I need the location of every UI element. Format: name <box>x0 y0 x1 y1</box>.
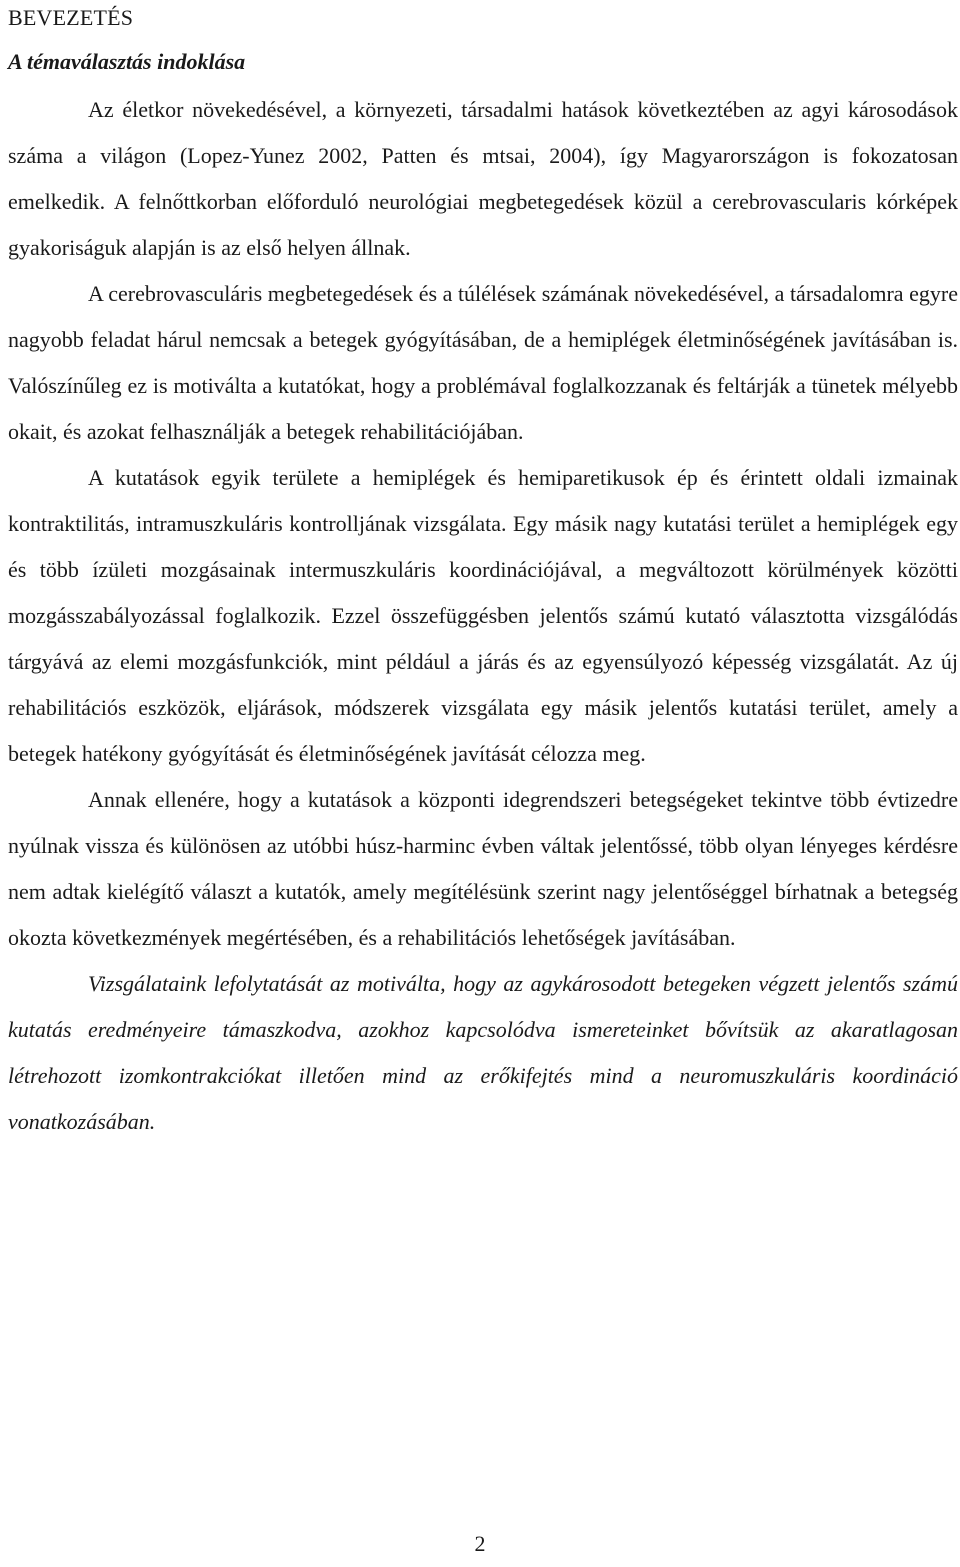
paragraph-1: Az életkor növekedésével, a környezeti, társadalmi hatások következtében az agyi károsodások száma a világon (Lopez-Yunez 2002, Patten és mtsai, 2004), így Magyarországon is fokozatosan emelkedik. A felnőttkorban előforduló neurológiai megbetegedések közül a cerebrovascularis kórképek gyakoriságuk alapján is az első helyen állnak. <box>8 97 958 260</box>
section-title: A témaválasztás indoklása <box>8 49 246 74</box>
paragraph-3: A kutatások egyik területe a hemiplégek és hemiparetikusok ép és érintett oldali izmainak kontraktilitás, intramuszkuláris kontrolljának vizsgálata. Egy másik nagy kutatási terület a hemiplégek egy és több ízületi mozgásainak intermuszkuláris koordinációjával, a megváltozott körülmények közötti mozgásszabályozással foglalkozik. Ezzel összefüggésben jelentős számú kutató választotta vizsgálódás tárgyává az elemi mozgásfunkciók, mint például a járás és az egyensúlyozó képesség vizsgálatát. Az új rehabilitációs eszközök, eljárások, módszerek vizsgálata egy másik jelentős kutatási terület, amely a betegek hatékony gyógyítását és életminőségének javítását célozza meg. <box>8 465 958 766</box>
paragraph-4: Annak ellenére, hogy a kutatások a központi idegrendszeri betegségeket tekintve több évtizedre nyúlnak vissza és különösen az utóbbi húsz-harminc évben váltak jelentőssé, több olyan lényeges kérdésre nem adtak kielégítő választ a kutatók, amely megítélésünk szerint nagy jelentőséggel bírhatnak a betegség okozta következmények megértésében, és a rehabilitációs lehetőségek javításában. <box>8 787 958 950</box>
page-number: 2 <box>474 1531 486 1556</box>
paragraph-2: A cerebrovasculáris megbetegedések és a túlélések számának növekedésével, a társadalomra egyre nagyobb feladat hárul nemcsak a betegek gyógyításában, de a hemiplégek életminőségének javításában is. Valószínűleg ez is motiválta a kutatókat, hogy a problémával foglalkozzanak és feltárják a tünetek mélyebb okait, és azokat felhasználják a betegek rehabilitációjában. <box>8 281 958 444</box>
paragraph-5: Vizsgálataink lefolytatását az motiválta, hogy az agykárosodott betegeken végzett jelentős számú kutatás eredményeire támaszkodva, azokhoz kapcsolódva ismereteinket bővítsük az akaratlagosan létrehozott izomkontrakciókat illetően mind az erőkifejtés mind a neuromuszkuláris koordináció vonatkozásában. <box>8 971 958 1134</box>
document-page <box>8 0 958 1145</box>
chapter-title: BEVEZETÉS <box>8 5 134 30</box>
